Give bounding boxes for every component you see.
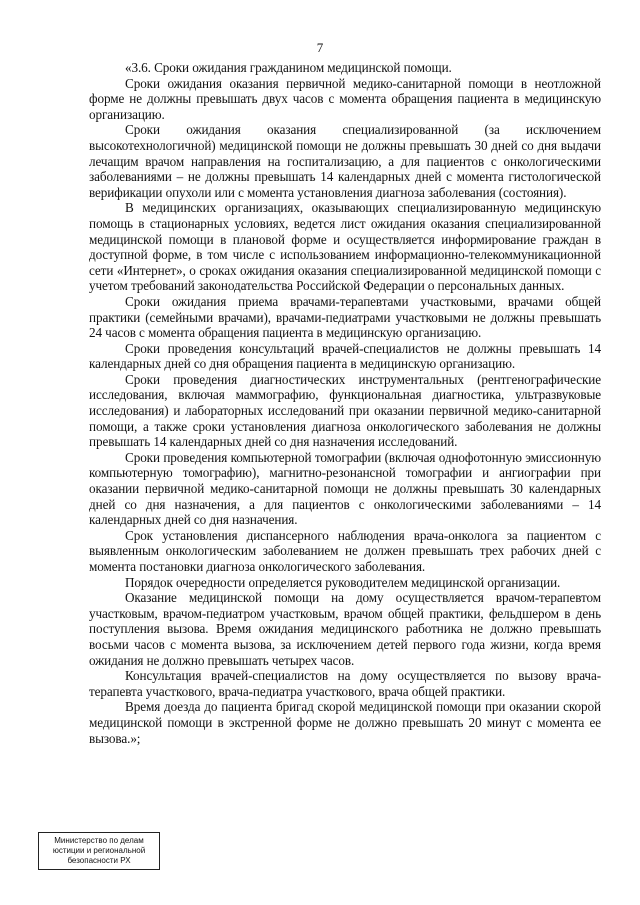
paragraph-therapist-appointment: Сроки ожидания приема врачами-терапевтами участковыми, врачами общей практики (семейными врачами), врачами-педиатрами участковыми не должны превышать 24 часов с момента обращения пациента в медицинскую организацию. bbox=[89, 293, 601, 341]
paragraph-home-consultation: Консультация врачей-специалистов на дому осуществляется по вызову врача-терапевта участкового, врача-педиатра участкового, врача общей практики. bbox=[89, 668, 601, 699]
paragraph-ct-mri: Сроки проведения компьютерной томографии (включая однофотонную эмиссионную компьютерную томографию), магнитно-резонансной томографии и ангиографии при оказании первичной медико-санитарной помощи не должны превышать 30 календарных дней со дня назначения, а для пациентов с онкологическими заболеваниями – 14 календарных дней со дня назначения. bbox=[89, 449, 601, 528]
paragraph-diagnostic-studies: Сроки проведения диагностических инструментальных (рентгенографические исследования, включая маммографию, функциональная диагностика, ультразвуковые исследования) и лабораторных исследований при оказании первичной медико-санитарной помощи, а также сроки установления диагноза онкологического заболевания не должны превышать 14 календарных дней со дня назначения исследований. bbox=[89, 371, 601, 450]
paragraph-waiting-list: В медицинских организациях, оказывающих специализированную медицинскую помощь в стационарных условиях, ведется лист ожидания оказания специализированной медицинской помощи в плановой форме и осуществляется информирование граждан в доступной форме, в том числе с использованием информационно-телекоммуникационной сети «Интернет», о сроках ожидания оказания специализированной медицинской помощи с учетом требований законодательства Российской Федерации о персональных данных. bbox=[89, 200, 601, 294]
document-body bbox=[89, 60, 601, 746]
ministry-stamp bbox=[38, 832, 160, 870]
stamp-line: юстиции и региональной bbox=[52, 846, 146, 855]
page-number: 7 bbox=[316, 40, 324, 55]
section-heading: «3.6. Сроки ожидания гражданином медицинской помощи. bbox=[125, 60, 452, 75]
paragraph-specialist-consultation: Сроки проведения консультаций врачей-специалистов не должны превышать 14 календарных дней со дня обращения пациента в медицинскую организацию. bbox=[89, 340, 601, 372]
paragraph-ambulance-arrival: Время доезда до пациента бригад скорой медицинской помощи при оказании скорой медицинской помощи в экстренной форме не должно превышать 20 минут с момента ее вызова.»; bbox=[89, 699, 601, 746]
paragraph-emergency-primary-care: Сроки ожидания оказания первичной медико-санитарной помощи в неотложной форме не должны превышать двух часов с момента обращения пациента в медицинскую организацию. bbox=[89, 75, 601, 122]
paragraph-queue-order: Порядок очередности определяется руководителем медицинской организации. bbox=[125, 574, 561, 590]
paragraph-oncologist-observation: Срок установления диспансерного наблюдения врача-онколога за пациентом с выявленным онкологическим заболеванием не должен превышать трех рабочих дней с момента постановки диагноза онкологического заболевания. bbox=[89, 527, 601, 574]
stamp-line: Министерство по делам bbox=[54, 836, 144, 845]
stamp-line: безопасности РХ bbox=[67, 856, 131, 865]
paragraph-specialized-care: Сроки ожидания оказания специализированной (за исключением высокотехнологичной) медицинской помощи не должны превышать 30 дней со дня выдачи лечащим врачом направления на госпитализацию, а для пациентов с онкологическими заболеваниями – не должны превышать 14 календарных дней с момента гистологической верификации опухоли или с момента установления диагноза заболевания (состояния). bbox=[89, 122, 601, 200]
paragraph-home-care: Оказание медицинской помощи на дому осуществляется врачом-терапевтом участковым, врачом-педиатром участковым, врачом общей практики, фельдшером в день поступления вызова. Время ожидания медицинского работника не должно превышать восьми часов с момента вызова, за исключением детей первого года жизни, когда время ожидания не должно превышать четырех часов. bbox=[89, 590, 601, 668]
